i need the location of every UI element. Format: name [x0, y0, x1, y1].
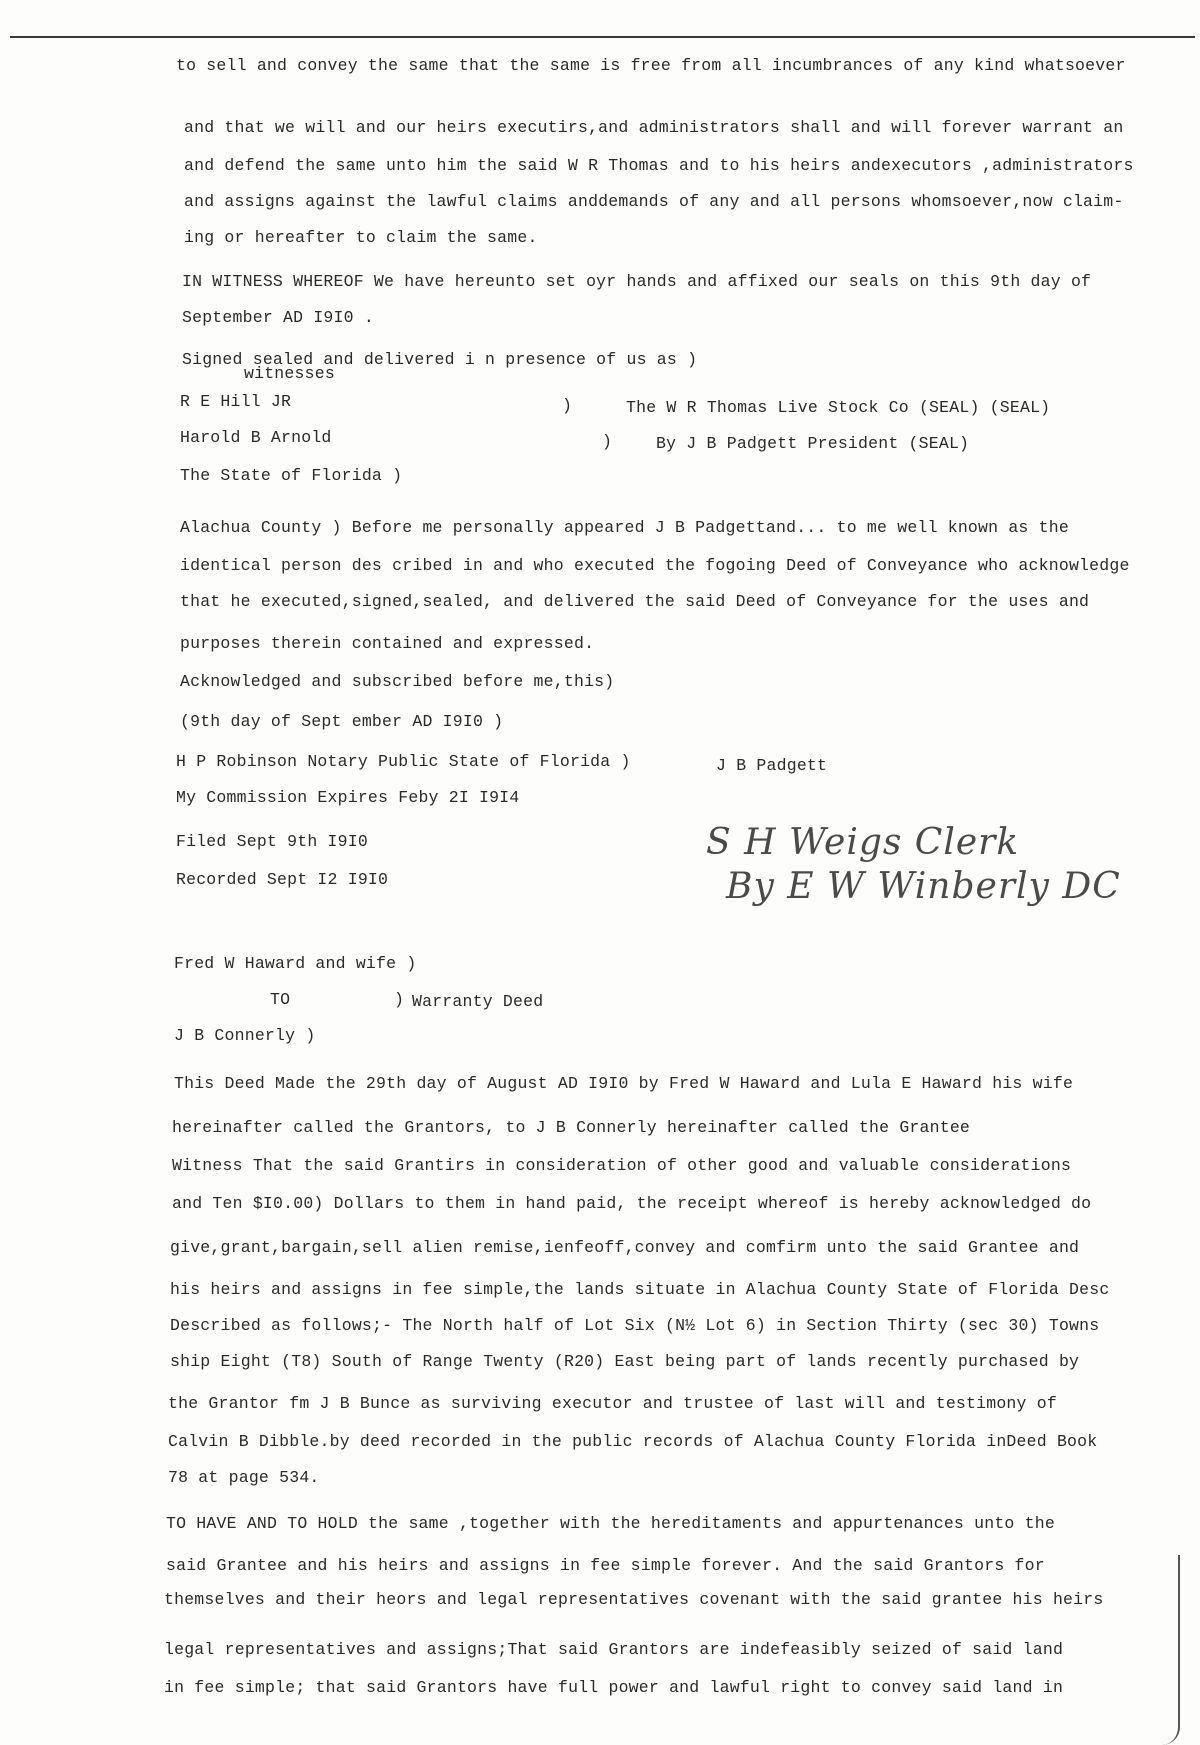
clerk-signature: S H Weigs Clerk: [706, 822, 1020, 863]
habendum-line: said Grantee and his heirs and assigns in fee simple forever. And the said Grantors for: [166, 1556, 1045, 1575]
signer-company: The W R Thomas Live Stock Co (SEAL) (SEAL): [626, 398, 1051, 417]
deed1-para-line: and defend the same unto him the said W R Thomas and to his heirs andexecutors ,administrators: [184, 156, 1134, 175]
deputy-clerk-signature: By E W Winberly DC: [726, 866, 1121, 907]
witness-name: Harold B Arnold: [180, 428, 332, 447]
ack-line: that he executed,signed,sealed, and delivered the said Deed of Conveyance for the uses and: [180, 592, 1090, 611]
ack-subscribed: Acknowledged and subscribed before me,this): [180, 672, 615, 691]
deed2-body-line: Witness That the said Grantirs in consideration of other good and valuable considerations: [172, 1156, 1072, 1175]
notary-line: H P Robinson Notary Public State of Florida ): [176, 752, 631, 771]
witness-name: R E Hill JR: [180, 392, 292, 411]
habendum-line: TO HAVE AND TO HOLD the same ,together with the hereditaments and appurtenances unto the: [166, 1514, 1055, 1533]
deed1-para-line: to sell and convey the same that the same is free from all incumbrances of any kind whatsoever: [176, 56, 1126, 75]
recorded-date: Recorded Sept I2 I9I0: [176, 870, 389, 889]
deed2-body-line: Calvin B Dibble.by deed recorded in the public records of Alachua County Florida inDeed Book: [168, 1432, 1098, 1451]
deed1-para-line: and assigns against the lawful claims anddemands of any and all persons whomsoever,now claim-: [184, 192, 1124, 211]
habendum-line: legal representatives and assigns;That said Grantors are indefeasibly seized of said land: [164, 1640, 1064, 1659]
page-edge-curl: [1162, 1555, 1180, 1745]
deed2-body-line: 78 at page 534.: [168, 1468, 320, 1487]
filed-date: Filed Sept 9th I9I0: [176, 832, 368, 851]
witness-clause-line: IN WITNESS WHEREOF We have hereunto set oyr hands and affixed our seals on this 9th day of: [182, 272, 1092, 291]
ack-line: Alachua County ) Before me personally appeared J B Padgettand... to me well known as the: [180, 518, 1069, 537]
grantee-heading: J B Connerly ): [174, 1026, 316, 1045]
top-rule: [10, 36, 1195, 38]
grantor-heading: Fred W Haward and wife ): [174, 954, 417, 973]
ack-line: purposes therein contained and expressed.: [180, 634, 595, 653]
deed1-para-line: and that we will and our heirs executirs,and administrators shall and will forever warrant an: [184, 118, 1124, 137]
commission-expiry: My Commission Expires Feby 2I I9I4: [176, 788, 520, 807]
bracket: ): [602, 432, 613, 451]
state-line: The State of Florida ): [180, 466, 403, 485]
ack-line: identical person des cribed in and who executed the fogoing Deed of Conveyance who acknowledge: [180, 556, 1130, 575]
bracket: ): [562, 396, 573, 415]
bracket: ): [394, 990, 405, 1009]
deed2-body-line: This Deed Made the 29th day of August AD I9I0 by Fred W Haward and Lula E Haward his wife: [174, 1074, 1074, 1093]
witness-clause-line: September AD I9I0 .: [182, 308, 374, 327]
deed-type: Warranty Deed: [412, 992, 544, 1011]
notary-signer: J B Padgett: [716, 756, 828, 775]
deed2-body-line: ship Eight (T8) South of Range Twenty (R20) East being part of lands recently purchased by: [170, 1352, 1080, 1371]
deed2-body-line: and Ten $I0.00) Dollars to them in hand paid, the receipt whereof is hereby acknowledged do: [172, 1194, 1092, 1213]
deed2-body-line: the Grantor fm J B Bunce as surviving executor and trustee of last will and testimony of: [168, 1394, 1057, 1413]
signed-sealed-line: Signed sealed and delivered i n presence of us as ): [182, 350, 698, 369]
deed2-body-line: his heirs and assigns in fee simple,the lands situate in Alachua County State of Florida Desc: [170, 1280, 1110, 1299]
ack-date: (9th day of Sept ember AD I9I0 ): [180, 712, 504, 731]
signer-president: By J B Padgett President (SEAL): [656, 434, 970, 453]
witnesses-label: witnesses: [244, 364, 335, 383]
to-label: TO: [270, 990, 291, 1009]
habendum-line: in fee simple; that said Grantors have full power and lawful right to convey said land in: [164, 1678, 1064, 1697]
habendum-line: themselves and their heors and legal representatives covenant with the said grantee his heirs: [164, 1590, 1104, 1609]
deed1-para-line: ing or hereafter to claim the same.: [184, 228, 538, 247]
deed2-body-line: Described as follows;- The North half of Lot Six (N½ Lot 6) in Section Thirty (sec 30) Towns: [170, 1316, 1100, 1335]
deed2-body-line: hereinafter called the Grantors, to J B Connerly hereinafter called the Grantee: [172, 1118, 971, 1137]
deed2-body-line: give,grant,bargain,sell alien remise,ienfeoff,convey and comfirm unto the said Grantee and: [170, 1238, 1080, 1257]
